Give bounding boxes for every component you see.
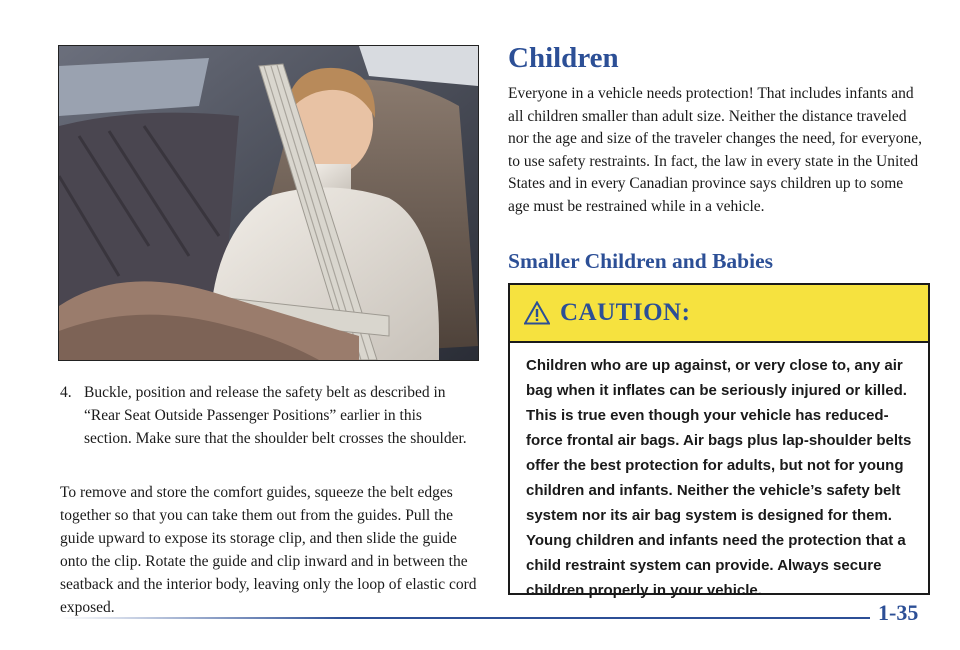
footer-rule <box>60 617 870 619</box>
caution-box <box>508 283 930 599</box>
caution-text: Children who are up against, or very close to, any air bag when it inflates can be seriously injured or killed. This is true even though your vehicle has reduced-force frontal air bags. Air bags plus lap-shoulder belts offer the best protection for adults, but not for young children and infants. Neither the vehicle’s safety belt system nor its air bag system is designed for them. Young children and infants need the protection that a child restraint system can provide. Always secure children properly in your vehicle. <box>526 357 912 599</box>
children-paragraph: Everyone in a vehicle needs protection! That includes infants and all children smaller than adult size. Neither the distance traveled nor the age and size of the traveler changes the need, for everyone, to use safety restraints. In fact, the law in every state in the United States and in every Canadian province says children up to some age must be restrained while in a vehicle. <box>508 85 922 215</box>
photo-illustration <box>59 46 478 360</box>
page-number: 1-35 <box>878 600 919 625</box>
caution-header <box>510 285 928 343</box>
step-text: Buckle, position and release the safety belt as described in “Rear Seat Outside Passenger Positions” earlier in this section. Make sure that the shoulder belt crosses the shoulder. <box>84 384 467 447</box>
comfort-guide-paragraph: To remove and store the comfort guides, squeeze the belt edges together so that you can take them out from the guides. Pull the guide upward to expose its storage clip, and then slide the guide onto the clip. Rotate the guide and clip inward and in between the seatback and the interior body, leaving only the loop of elastic cord exposed. <box>60 484 477 616</box>
subheading-smaller-children: Smaller Children and Babies <box>508 249 774 273</box>
section-heading-children: Children <box>508 42 619 74</box>
step-number: 4. <box>60 384 72 401</box>
photo-child-seat-belt <box>58 45 479 361</box>
step-4 <box>60 381 470 450</box>
caution-title: CAUTION: <box>560 299 691 326</box>
warning-triangle-icon <box>524 301 550 325</box>
